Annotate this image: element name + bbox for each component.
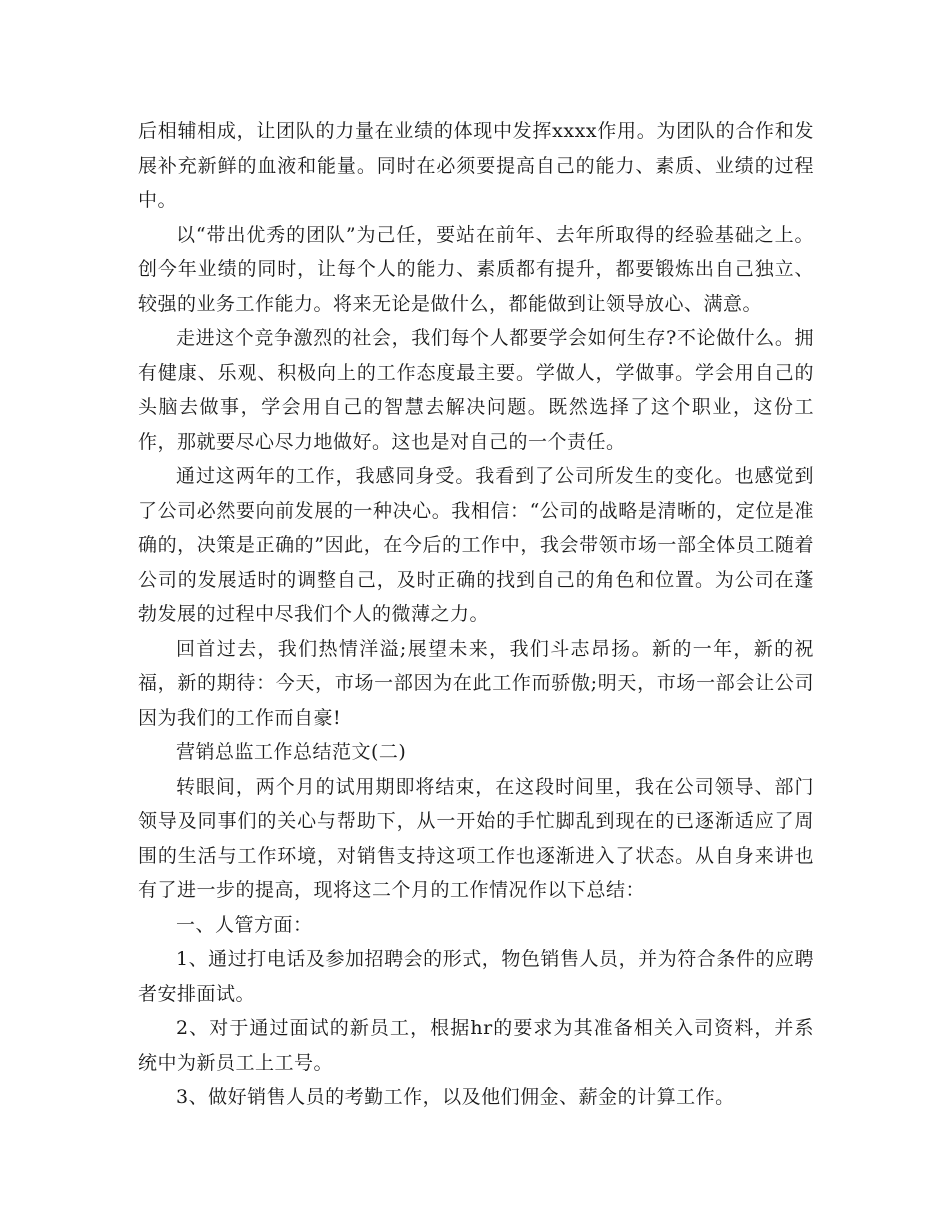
paragraph-excellent-team: 以“带出优秀的团队”为己任，要站在前年、去年所取得的经验基础之上。创今年业绩的同时，让每个人的能力、素质都有提升，都要锻炼出自己独立、较强的业务工作能力。将来无论是做什么，都能做到让领导放心、满意。	[138, 223, 814, 315]
paragraph-probation-summary: 转眼间，两个月的试用期即将结束，在这段时间里，我在公司领导、部门领导及同事们的关心与帮助下，从一开始的手忙脚乱到现在的已逐渐适应了周围的生活与工作环境，对销售支持这项工作也逐渐进入了状态。从自身来讲也有了进一步的提高，现将这二个月的工作情况作以下总结：	[138, 775, 814, 901]
paragraph-team-continuation: 后相辅相成，让团队的力量在业绩的体现中发挥xxxx作用。为团队的合作和发展补充新鲜的血液和能量。同时在必须要提高自己的能力、素质、业绩的过程中。	[138, 120, 814, 211]
list-item-attendance-payroll: 3、做好销售人员的考勤工作，以及他们佣金、薪金的计算工作。	[176, 1086, 735, 1108]
list-item-new-employee-onboarding: 2、对于通过面试的新员工，根据hr的要求为其准备相关入司资料，并系统中为新员工上工号。	[138, 1017, 814, 1074]
document-body	[138, 114, 814, 1115]
paragraph-looking-back: 回首过去，我们热情洋溢;展望未来，我们斗志昂扬。新的一年，新的祝福，新的期待：今天，市场一部因为在此工作而骄傲;明天，市场一部会让公司因为我们的工作而自豪!	[138, 637, 814, 729]
paragraph-two-years-work: 通过这两年的工作，我感同身受。我看到了公司所发生的变化。也感觉到了公司必然要向前发展的一种决心。我相信：“公司的战略是清晰的，定位是准确的，决策是正确的”因此，在今后的工作中，我会带领市场一部全体员工随着公司的发展适时的调整自己，及时正确的找到自己的角色和位置。为公司在蓬勃发展的过程中尽我们个人的微薄之力。	[138, 465, 814, 625]
list-item-recruiting: 1、通过打电话及参加招聘会的形式，物色销售人员，并为符合条件的应聘者安排面试。	[138, 948, 814, 1005]
subheading-personnel-management: 一、人管方面：	[176, 913, 313, 936]
section-title-summary-two: 营销总监工作总结范文(二)	[176, 741, 407, 763]
paragraph-work-attitude: 走进这个竞争激烈的社会，我们每个人都要学会如何生存?不论做什么。拥有健康、乐观、积极向上的工作态度最主要。学做人，学做事。学会用自己的头脑去做事，学会用自己的智慧去解决问题。既然选择了这个职业，这份工作，那就要尽心尽力地做好。这也是对自己的一个责任。	[138, 327, 814, 453]
